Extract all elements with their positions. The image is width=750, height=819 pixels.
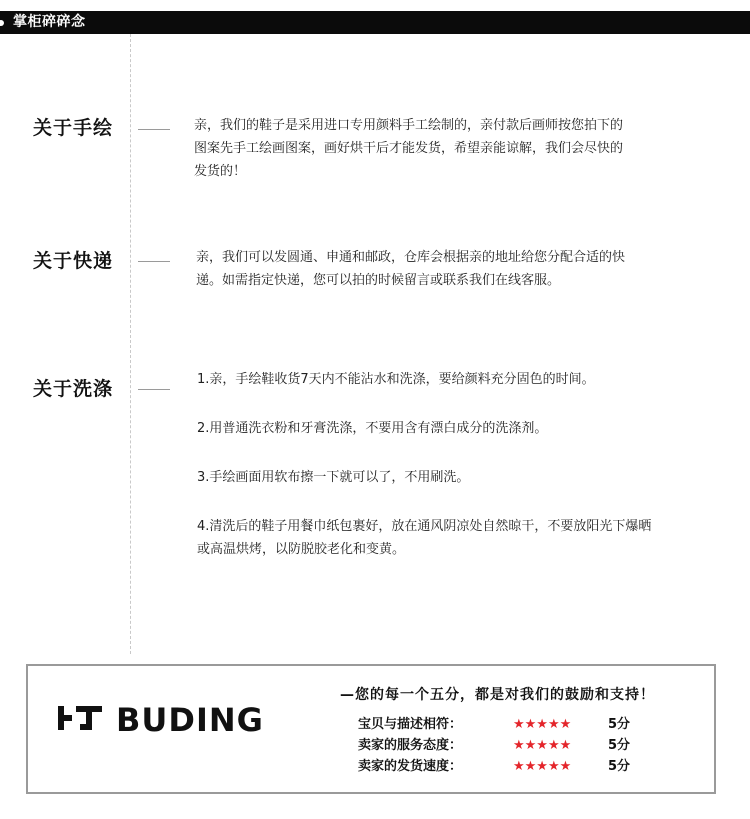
star-icon: ★★★★★: [513, 759, 572, 774]
header-title: 掌柜碎碎念: [13, 14, 86, 30]
section-paragraph: 亲，我们的鞋子是采用进口专用颜料手工绘制的，亲付款后画师按您拍下的图案先手工绘画图案，画好烘干后才能发货，希望亲能谅解，我们会尽快的发货的！: [194, 118, 624, 179]
section-paragraph: 亲，我们可以发圆通、申通和邮政，仓库会根据亲的地址给您分配合适的快递。如需指定快递，您可以拍的时候留言或联系我们在线客服。: [196, 250, 626, 288]
vertical-divider: [130, 34, 131, 654]
section-title-washing: 关于洗涤: [33, 378, 114, 400]
section-title-handpaint: 关于手绘: [33, 117, 114, 139]
rating-label: 卖家的服务态度：: [358, 738, 463, 753]
wash-tip: 4.清洗后的鞋子用餐巾纸包裹好，放在通风阴凉处自然晾干，不要放阳光下爆晒或高温烘烤，以防脱胶老化和变黄。: [197, 519, 652, 557]
star-icon: ★★★★★: [513, 738, 572, 753]
rating-label: 宝贝与描述相符：: [358, 717, 463, 732]
section-dash: [138, 389, 170, 390]
rating-row: [358, 714, 648, 735]
section-body-handpaint: [194, 114, 634, 183]
rating-row: [358, 756, 648, 777]
wash-tip: 1.亲，手绘鞋收货7天内不能沾水和洗涤，要给颜料充分固色的时间。: [197, 372, 595, 387]
rating-score: 5分: [608, 738, 631, 753]
section-title-delivery: 关于快递: [33, 250, 114, 272]
rating-score: 5分: [608, 717, 631, 732]
section-dash: [138, 261, 170, 262]
section-body-delivery: [196, 246, 646, 292]
rating-promo-box: [26, 664, 716, 794]
rating-row: [358, 735, 648, 756]
brand-name: BUDING: [116, 701, 264, 739]
wash-tip: 2.用普通洗衣粉和牙膏洗涤，不要用含有漂白成分的洗涤剂。: [197, 421, 548, 436]
rating-score: 5分: [608, 759, 631, 774]
section-body-washing: [197, 368, 657, 587]
bullet-icon: [0, 20, 4, 26]
header-bar: [0, 11, 750, 34]
rating-label: 卖家的发货速度：: [358, 759, 463, 774]
brand-logo-mark: [56, 696, 112, 742]
brand-logo: [56, 696, 296, 742]
wash-tip: 3.手绘画面用软布擦一下就可以了，不用刷洗。: [197, 470, 470, 485]
promo-headline: —您的每一个五分，都是对我们的鼓励和支持！: [340, 687, 655, 703]
section-dash: [138, 129, 170, 130]
star-icon: ★★★★★: [513, 717, 572, 732]
rating-list: [358, 714, 648, 777]
